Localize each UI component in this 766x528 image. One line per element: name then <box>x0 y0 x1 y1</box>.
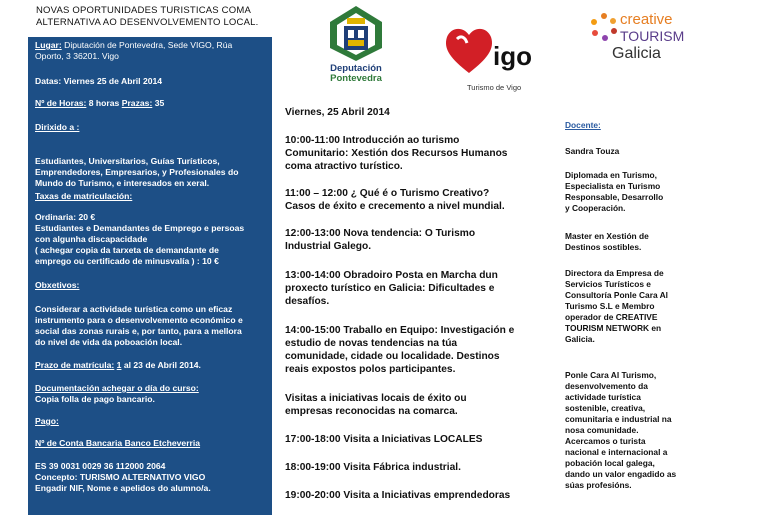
title-line-2: ALTERNATIVA AO DESENVOLVEMENTO LOCAL. <box>36 17 259 28</box>
dirixido-line: Emprendedores, Empresarios, y Profesionales do <box>35 167 239 177</box>
taxas-line: Estudiantes e Demandantes de Emprego e persoas <box>35 223 245 233</box>
program-line: 10:00-11:00 Introducción ao turismo <box>285 135 460 146</box>
lugar-value-2: Oporto, 3 36201. Vigo <box>35 51 119 61</box>
prazo-start: 1 <box>116 360 122 370</box>
pago-label: Pago: <box>35 416 59 426</box>
program-line: estudio de novas tendencias na túa <box>285 338 458 349</box>
dirixido-label: Dirixido a : <box>35 122 80 132</box>
docente-line: Acercamos o turista <box>565 436 646 446</box>
program-date: Viernes, 25 Abril 2014 <box>285 107 390 118</box>
program-item <box>285 324 543 376</box>
docente-line: Responsable, Desarrollo <box>565 192 664 202</box>
program-item <box>285 134 543 173</box>
ct-tourism-text: TOURISM <box>620 28 685 44</box>
docente-line: Directora da Empresa de <box>565 268 664 278</box>
obxetivos-text <box>35 304 268 348</box>
docente-line: Especialista en Turismo <box>565 181 661 191</box>
docente-line: pobación local galega, <box>565 458 655 468</box>
docente-line: Ponle Cara Al Turismo, <box>565 370 657 380</box>
docente-line: Servicios Turísticos e <box>565 279 651 289</box>
taxas-label: Taxas de matriculación: <box>35 191 133 201</box>
prazo-end: al 23 de Abril 2014. <box>121 360 201 370</box>
deputacion-text-2: Pontevedra <box>330 73 382 84</box>
dirixido-line: Estudiantes, Universitarios, Guías Turísticos, <box>35 156 220 166</box>
program-line: Visitas a iniciativas locais de éxito ou <box>285 393 467 404</box>
docente-line: Galicia. <box>565 334 595 344</box>
info-panel <box>28 37 272 515</box>
docente-paragraph <box>565 268 705 345</box>
obxetivos-line: Considerar a actividade turística como un eficaz <box>35 304 233 314</box>
obxetivos-label: Obxetivos: <box>35 280 80 290</box>
docente-line: comunitaria e industrial na <box>565 414 672 424</box>
taxas-line: Ordinaria: 20 € <box>35 212 96 222</box>
docente-line: operador de CREATIVE <box>565 312 658 322</box>
program-line: proxecto turístico en Galicia: Dificultades e <box>285 283 495 294</box>
docente-line: sostenible, creativa, <box>565 403 646 413</box>
docente-line: Consultoría Ponle Cara Al <box>565 290 668 300</box>
ct-creative-text: creative <box>620 11 673 28</box>
docente-line: y Cooperación. <box>565 203 626 213</box>
program-line: coma atractivo turístico. <box>285 161 403 172</box>
ct-galicia-text: Galicia <box>612 45 661 62</box>
conta-line: ES 39 0031 0029 36 112000 2064 <box>35 461 166 471</box>
taxas-text <box>35 212 268 267</box>
title-line-1: NOVAS OPORTUNIDADES TURISTICAS COMA <box>36 5 251 16</box>
vigo-heart-icon <box>443 25 495 75</box>
docente-name: Sandra Touza <box>565 146 620 156</box>
docente-line: nacional e internacional a <box>565 447 668 457</box>
docente-paragraph <box>565 170 705 214</box>
program-item: 17:00-18:00 Visita a Iniciativas LOCALES <box>285 434 483 445</box>
vigo-logo <box>443 25 553 97</box>
program-line: Casos de éxito e crecemento a nivel mundial. <box>285 201 505 212</box>
vigo-caption: Turismo de Vigo <box>467 83 522 92</box>
page-title <box>36 5 276 29</box>
docente-line: desenvolvemento da <box>565 381 648 391</box>
deputacion-logo <box>322 4 390 84</box>
deputacion-shield-icon <box>322 4 390 62</box>
datas: Datas: Viernes 25 de Abril 2014 <box>35 76 163 86</box>
conta-label: Nº de Conta Bancaria Banco Etcheverria <box>35 438 201 448</box>
program-item <box>285 187 543 213</box>
obxetivos-line: social das zonas rurais e, por tanto, para a mellora <box>35 326 242 336</box>
docente-line: nosa comunidade. <box>565 425 639 435</box>
docente-heading: Docente: <box>565 120 601 130</box>
creative-dots-icon <box>590 12 618 42</box>
docente-paragraph <box>565 370 705 491</box>
lugar-value-1: Diputación de Pontevedra, Sede VIGO, Rúa <box>61 40 233 50</box>
program-line: 13:00-14:00 Obradoiro Posta en Marcha dun <box>285 270 498 281</box>
program-item: 19:00-20:00 Visita a Iniciativas emprendedoras <box>285 490 511 501</box>
creative-tourism-logo <box>590 8 710 70</box>
obxetivos-line: instrumento para o desenvolvemento económico e <box>35 315 243 325</box>
conta-line: Concepto: TURISMO ALTERNATIVO VIGO <box>35 472 206 482</box>
dirixido-text <box>35 156 268 189</box>
program-line: empresas reconocidas na comarca. <box>285 406 458 417</box>
docente-line: TOURISM NETWORK en <box>565 323 662 333</box>
program-line: 14:00-15:00 Traballo en Equipo: Investigación e <box>285 325 515 336</box>
program-line: 12:00-13:00 Nova tendencia: O Turismo <box>285 228 476 239</box>
program-line: reais expostos polos participantes. <box>285 364 456 375</box>
prazas-value: 35 <box>152 98 165 108</box>
program-line: Comunitario: Xestión dos Recursos Humanos <box>285 148 508 159</box>
taxas-line: emprego ou certificado de minusvalía ) : 10 € <box>35 256 219 266</box>
obxetivos-line: do nivel de vida da poboación local. <box>35 337 183 347</box>
taxas-line: ( achegar copia da tarxeta de demandante de <box>35 245 219 255</box>
conta-line: Engadir NIF, Nome e apelidos do alumno/a. <box>35 483 211 493</box>
docente-line: actividade turística <box>565 392 641 402</box>
program-line: 11:00 – 12:00 ¿ Qué é o Turismo Creativo? <box>285 188 490 199</box>
docente-line: Turismo S.L e Membro <box>565 301 655 311</box>
vigo-wordmark: igo <box>493 41 532 71</box>
docente-line: dando un valor engadido as <box>565 469 677 479</box>
documentacion-label: Documentación achegar o día do curso: <box>35 383 199 393</box>
documentacion-text: Copia folla de pago bancario. <box>35 394 155 404</box>
program-line: desafíos. <box>285 296 330 307</box>
taxas-line: con algunha discapacidade <box>35 234 148 244</box>
prazo-label: Prazo de matrícula: <box>35 360 115 370</box>
horas-value: 8 horas <box>86 98 122 108</box>
docente-paragraph <box>565 231 705 253</box>
prazo-matricula <box>35 360 268 371</box>
deputacion-text-1: Deputación <box>330 63 382 74</box>
program-line: comunidade, cidade ou localidade. Destinos <box>285 351 500 362</box>
conta-text <box>35 461 268 494</box>
docente-line: súas profesións. <box>565 480 632 490</box>
dirixido-line: Mundo do Turismo, e interesados en xeral. <box>35 178 210 188</box>
program-line: Industrial Galego. <box>285 241 372 252</box>
docente-line: Diplomada en Turismo, <box>565 170 657 180</box>
program-item <box>285 227 543 253</box>
program-item <box>285 269 543 308</box>
lugar-label: Lugar: <box>35 40 62 50</box>
program-item: 18:00-19:00 Visita Fábrica industrial. <box>285 462 461 473</box>
program-item <box>285 392 543 418</box>
horas-label: Nº de Horas: <box>35 98 87 108</box>
prazas-label: Prazas: <box>121 98 153 108</box>
docente-line: Destinos sostibles. <box>565 242 642 252</box>
docente-line: Master en Xestión de <box>565 231 649 241</box>
